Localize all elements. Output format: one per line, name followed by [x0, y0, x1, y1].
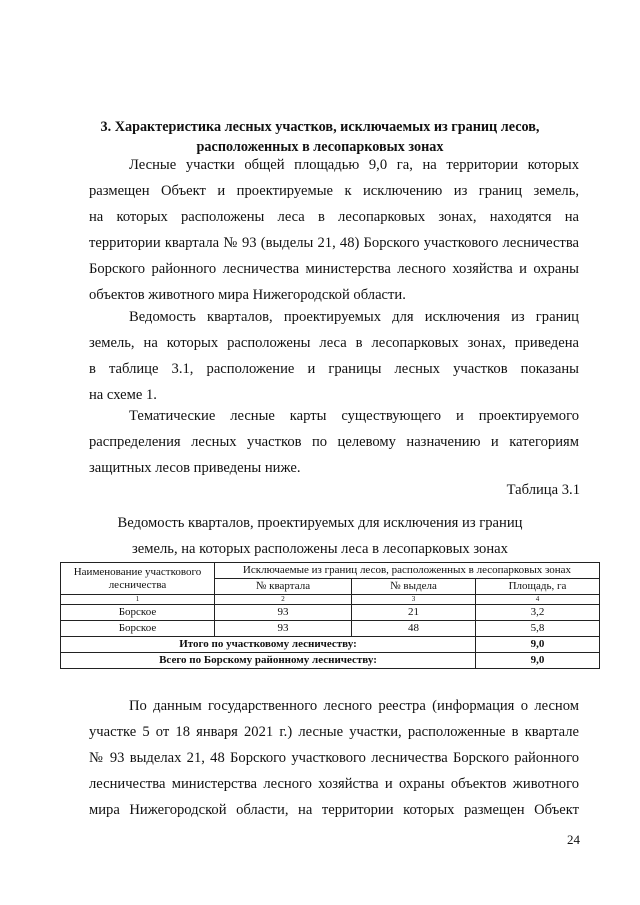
paragraph-line: на которых расположены леса в лесопарковых зонах, находятся на: [89, 209, 579, 225]
paragraph-line: мира Нижегородской области, на территории которых размещен Объект: [89, 802, 579, 818]
section-heading: [60, 117, 580, 157]
col-number: 1: [61, 595, 215, 605]
table-caption-line-2: земель, на которых расположены леса в лесопарковых зонах: [132, 541, 508, 557]
cell-name: Борское: [61, 621, 215, 637]
cell-kvartal: 93: [215, 621, 352, 637]
paragraph-line: Лесные участки общей площадью 9,0 га, на территории которых: [129, 157, 579, 173]
cell-name: Борское: [61, 605, 215, 621]
header-vydel: № выдела: [352, 579, 476, 595]
table-label: Таблица 3.1: [506, 482, 580, 498]
paragraph-line: Борского районного лесничества министерства лесного хозяйства и охраны: [89, 261, 579, 277]
total-row: [61, 637, 600, 653]
paragraph-line: земель, на которых расположены леса в лесопарковых зонах, приведена: [89, 335, 579, 351]
table-caption-line-1: Ведомость кварталов, проектируемых для исключения из границ: [117, 515, 523, 531]
paragraph-line: По данным государственного лесного реестра (информация о лесном: [129, 698, 579, 714]
table-row: [61, 605, 600, 621]
cell-vydel: 48: [352, 621, 476, 637]
paragraph-line: размещен Объект и проектируемые к исключению из границ земель,: [89, 183, 579, 199]
paragraph-line: территории квартала № 93 (выделы 21, 48) Борского участкового лесничества: [89, 235, 579, 251]
header-name-col: Наименование участкового лесничества: [61, 563, 215, 595]
paragraph-line: лесничества министерства лесного хозяйства и охраны объектов животного: [89, 776, 579, 792]
quarters-table: [60, 562, 600, 669]
page-number: 24: [567, 832, 580, 847]
header-group: Исключаемые из границ лесов, расположенных в лесопарковых зонах: [215, 563, 600, 579]
col-number: 3: [352, 595, 476, 605]
paragraph-4: [89, 693, 579, 823]
table-row: [61, 621, 600, 637]
paragraph-line: № 93 выделах 21, 48 Борского участкового лесничества Борского районного: [89, 750, 579, 766]
paragraph-2: [89, 304, 579, 408]
paragraph-line: распределения лесных участков по целевому назначению и категориям: [89, 434, 579, 450]
paragraph-line: объектов животного мира Нижегородской области.: [89, 287, 406, 303]
paragraph-line: в таблице 3.1, расположение и границы лесных участков показаны: [89, 361, 579, 377]
heading-line-2: расположенных в лесопарковых зонах: [196, 139, 444, 155]
grand-total-row: [61, 653, 600, 669]
paragraph-1: [89, 152, 579, 308]
cell-area: 5,8: [476, 621, 600, 637]
grand-total-value: 9,0: [476, 653, 600, 669]
table-caption: [60, 510, 580, 562]
cell-vydel: 21: [352, 605, 476, 621]
col-number: 4: [476, 595, 600, 605]
cell-area: 3,2: [476, 605, 600, 621]
col-number: 2: [215, 595, 352, 605]
total-value: 9,0: [476, 637, 600, 653]
heading-line-1: 3. Характеристика лесных участков, исключаемых из границ лесов,: [100, 119, 540, 135]
paragraph-line: Ведомость кварталов, проектируемых для исключения из границ: [129, 309, 579, 325]
paragraph-3: [89, 403, 579, 481]
grand-total-label: Всего по Борскому районному лесничеству:: [61, 653, 476, 669]
paragraph-line: защитных лесов приведены ниже.: [89, 460, 301, 476]
cell-kvartal: 93: [215, 605, 352, 621]
paragraph-line: участке 5 от 18 января 2021 г.) лесные участки, расположенные в квартале: [89, 724, 579, 740]
header-kvartal: № квартала: [215, 579, 352, 595]
total-label: Итого по участковому лесничеству:: [61, 637, 476, 653]
paragraph-line: на схеме 1.: [89, 387, 157, 403]
header-area: Площадь, га: [476, 579, 600, 595]
paragraph-line: Тематические лесные карты существующего и проектируемого: [129, 408, 579, 424]
